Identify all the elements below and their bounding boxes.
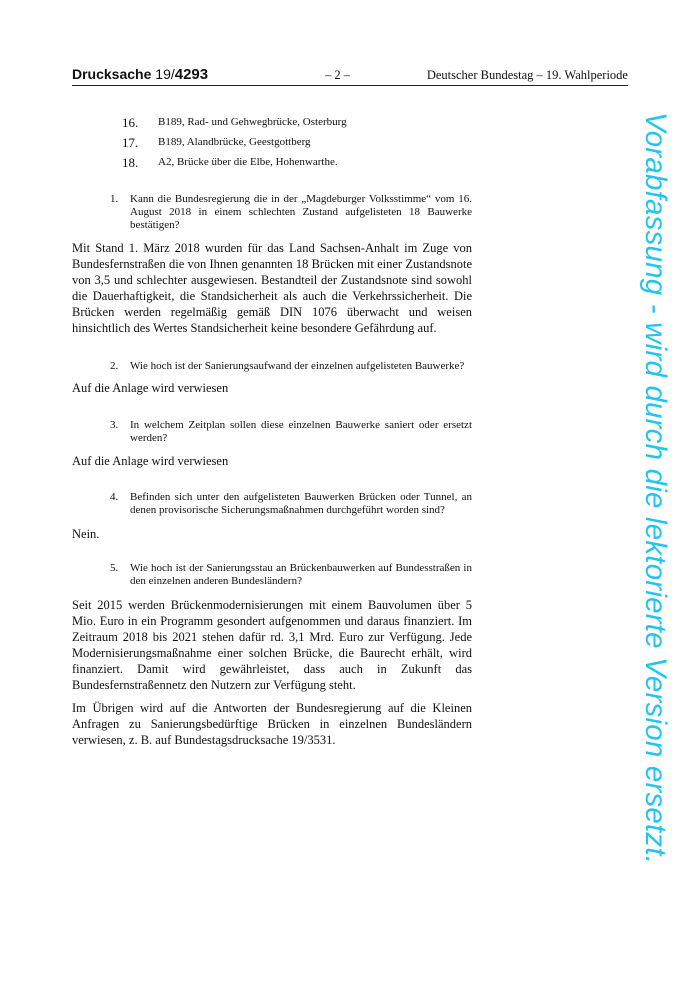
question-number: 3.: [110, 419, 119, 431]
question-text: Kann die Bundesregierung die in der „Magdeburger Volksstimme“ vom 16. August 2018 in einem schlechten Zustand aufgelisteten 18 Bauwerke bestätigen?: [130, 193, 472, 231]
list-item-number: 17.: [122, 135, 139, 150]
list-item-text: B189, Alandbrücke, Geestgottberg: [158, 136, 311, 148]
page-header: [72, 64, 628, 86]
question-2: [72, 360, 472, 373]
question-text: Befinden sich unter den aufgelisteten Bauwerken Brücken oder Tunnel, an denen provisorische Sicherungsmaßnahmen durchgeführt worden sind?: [130, 491, 472, 516]
list-item: [72, 150, 472, 170]
document-number: [72, 66, 208, 83]
period-number: 19/: [155, 66, 175, 82]
list-item-number: 18.: [122, 155, 139, 170]
page-number: – 2 –: [325, 68, 350, 82]
list-item-text: A2, Brücke über die Elbe, Hohenwarthe.: [158, 156, 338, 168]
question-number: 4.: [110, 491, 119, 503]
bridge-list: [72, 110, 472, 170]
answer-4: Nein.: [72, 527, 100, 541]
answer-1: Mit Stand 1. März 2018 wurden für das Land Sachsen-Anhalt im Zuge von Bundesfernstraßen die von Ihnen genannten 18 Brücken mit einer Zustandsnote von 3,5 und schlechter ausgewiesen. Bestandteil der Zustandsnote sind sowohl die Dauerhaftigkeit, die Standsicherheit als auch die Verkehrssicherheit. Die Brücken werden regelmäßig gemäß DIN 1076 überwacht und weisen hinsichtlich des Wertes Standsicherheit keine besondere Gefährdung auf.: [72, 241, 472, 335]
question-3: [72, 419, 472, 445]
list-item-number: 16.: [122, 115, 139, 130]
draft-watermark: Vorabfassung - wird durch die lektorierte Version ersetzt.: [639, 112, 672, 865]
question-text: Wie hoch ist der Sanierungsstau an Brückenbauwerken auf Bundesstraßen in den einzelnen anderen Bundesländern?: [130, 562, 472, 587]
page-body: [72, 110, 472, 748]
question-4: [72, 491, 472, 517]
list-item-text: B189, Rad- und Gehwegbrücke, Osterburg: [158, 116, 347, 128]
header-rule: [72, 85, 628, 86]
question-number: 1.: [110, 193, 119, 205]
answer-5-reference: Im Übrigen wird auf die Antworten der Bundesregierung auf die Kleinen Anfragen zu Sanierungsbedürftige Brücken in einzelnen Bundesländern verwiesen, z. B. auf Bundestagsdrucksache 19/3531.: [72, 701, 472, 747]
doc-number: 4293: [174, 66, 209, 83]
question-number: 5.: [110, 562, 119, 574]
question-5: [72, 562, 472, 588]
question-number: 2.: [110, 360, 119, 372]
list-item: [72, 130, 472, 150]
question-text: In welchem Zeitplan sollen diese einzelnen Bauwerke saniert oder ersetzt werden?: [130, 419, 472, 444]
question-1: [72, 193, 472, 232]
answer-3: Auf die Anlage wird verwiesen: [72, 454, 229, 468]
doc-label: Drucksache: [72, 66, 152, 82]
parliament-period: Deutscher Bundestag – 19. Wahlperiode: [426, 68, 628, 82]
answer-2: Auf die Anlage wird verwiesen: [72, 381, 229, 395]
answer-5: Seit 2015 werden Brückenmodernisierungen mit einem Bauvolumen über 5 Mio. Euro in ein Programm gesondert aufgenommen und daraus finanziert. Im Zeitraum 2018 bis 2021 stehen dafür rd. 3,1 Mrd. Euro zur Verfügung. Jede Modernisierungsmaßnahme einer solchen Brücke, die Baurecht erhält, wird finanziert. Damit wird gewährleistet, dass auch in Zukunft das Bundesfernstraßennetz den Nutzern zur Verfügung steht.: [72, 598, 472, 692]
question-text: Wie hoch ist der Sanierungsaufwand der einzelnen aufgelisteten Bauwerke?: [130, 360, 465, 372]
list-item: [72, 110, 472, 130]
